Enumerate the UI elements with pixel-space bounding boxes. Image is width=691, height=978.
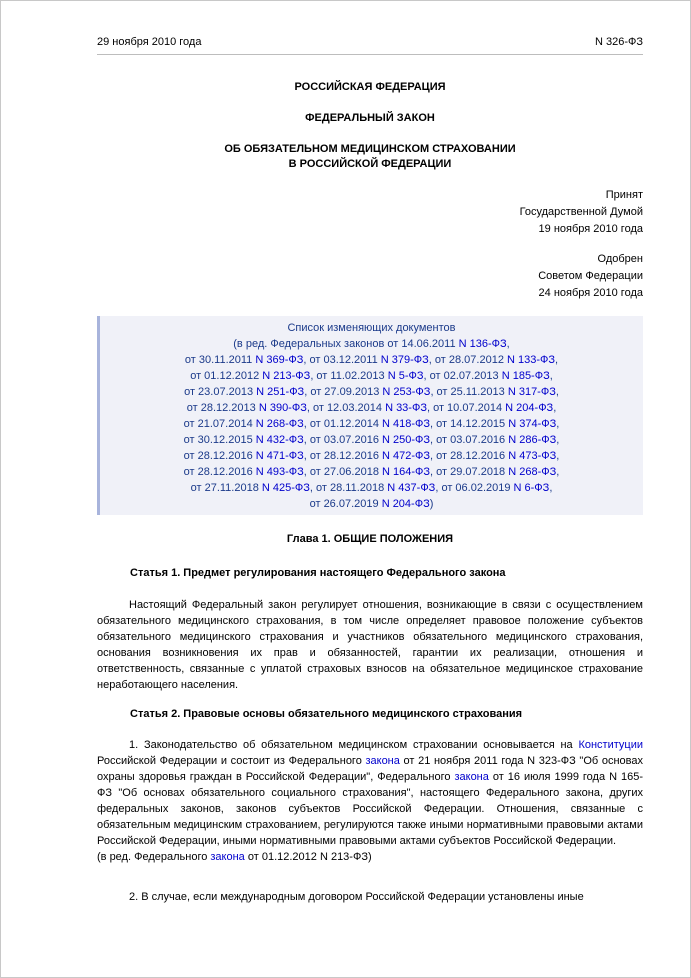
amendment-link[interactable]: N 204-ФЗ: [381, 498, 430, 510]
amendment-text: от 27.11.2018: [190, 482, 262, 494]
amendment-link[interactable]: N 286-ФЗ: [508, 434, 557, 446]
article-2-paragraph-2: 2. В случае, если международным договором Российской Федерации установлены иные: [129, 891, 584, 903]
amendment-text: , от 28.12.2016: [303, 450, 382, 462]
amendments-line: [100, 400, 643, 416]
amendment-link[interactable]: N 164-ФЗ: [382, 466, 431, 478]
amendment-text: ,: [506, 338, 510, 350]
amendment-text: ,: [549, 482, 553, 494]
amendments-line: [100, 384, 643, 400]
amendment-link[interactable]: N 136-ФЗ: [458, 338, 507, 350]
amendment-link[interactable]: N 268-ФЗ: [255, 418, 304, 430]
approved-line-3: 24 ноября 2010 года: [538, 287, 643, 299]
amendment-link[interactable]: N 437-ФЗ: [387, 482, 436, 494]
chapter-1-heading: Глава 1. ОБЩИЕ ПОЛОЖЕНИЯ: [286, 533, 454, 545]
adopted-line-1: Принят: [605, 189, 643, 201]
article-2-edit-note: [97, 849, 643, 865]
amendment-text: , от 28.11.2018: [309, 482, 388, 494]
article-2-edit-text: от 01.12.2012 N 213-ФЗ): [244, 851, 372, 863]
amendment-text: , от 03.07.2016: [430, 434, 509, 446]
amendment-link[interactable]: N 250-ФЗ: [382, 434, 431, 446]
amendment-text: , от 06.02.2019: [435, 482, 514, 494]
amendment-link[interactable]: N 473-ФЗ: [508, 450, 557, 462]
amendment-text: ,: [549, 370, 553, 382]
article-2-link[interactable]: Конституции: [578, 739, 643, 751]
amendment-text: , от 14.12.2015: [430, 418, 509, 430]
amendment-text: , от 02.07.2013: [423, 370, 502, 382]
title-law-type: ФЕДЕРАЛЬНЫЙ ЗАКОН: [305, 112, 435, 124]
article-2-text: [97, 737, 643, 865]
article-2-text: Российской Федерации и состоит из Федерального: [97, 755, 366, 767]
article-2-link[interactable]: закона: [365, 755, 400, 767]
amendment-text: от 26.07.2019: [309, 498, 382, 510]
amendment-text: от 30.12.2015: [183, 434, 256, 446]
amendment-link[interactable]: N 6-ФЗ: [513, 482, 550, 494]
title-law-name-1: ОБ ОБЯЗАТЕЛЬНОМ МЕДИЦИНСКОМ СТРАХОВАНИИ: [224, 143, 516, 155]
amendments-line: [100, 496, 643, 512]
amendment-text: ,: [556, 418, 560, 430]
amendment-text: , от 03.12.2011: [303, 354, 381, 366]
amendment-link[interactable]: N 251-ФЗ: [256, 386, 305, 398]
amendment-link[interactable]: N 268-ФЗ: [508, 466, 557, 478]
amendment-text: , от 27.06.2018: [303, 466, 382, 478]
amendments-line: [100, 368, 643, 384]
amendment-link[interactable]: N 213-ФЗ: [262, 370, 311, 382]
article-1-text: [97, 597, 643, 693]
article-2-edit-link[interactable]: закона: [210, 851, 245, 863]
amendment-link[interactable]: N 418-ФЗ: [382, 418, 431, 430]
title-law-name-2: В РОССИЙСКОЙ ФЕДЕРАЦИИ: [288, 158, 452, 170]
amendment-text: , от 11.02.2013: [310, 370, 388, 382]
amendment-text: (в ред. Федеральных законов от 14.06.2011: [233, 338, 459, 350]
article-1-title: Статья 1. Предмет регулирования настоящего Федерального закона: [130, 567, 506, 579]
adopted-line-3: 19 ноября 2010 года: [538, 223, 643, 235]
article-2-text: от 16 июля 1999 года N 165-ФЗ "Об основах обязательного социального страхования", настоящего Федерального закона, других федеральных законов, законов субъектов Российской Федерации. Отношения, связанные с обязательным медицинским страхованием, регулируются также иными нормативными правовыми актами Российской Федерации, иными нормативными правовыми актами субъектов Российской Федерации.: [97, 771, 644, 847]
amendment-text: , от 10.07.2014: [426, 402, 506, 414]
amendment-text: от 30.11.2011: [184, 354, 256, 366]
amendments-box: [97, 316, 643, 515]
amendment-link[interactable]: N 432-ФЗ: [255, 434, 304, 446]
amendment-text: от 21.07.2014: [183, 418, 256, 430]
amendment-link[interactable]: N 317-ФЗ: [507, 386, 556, 398]
amendment-link[interactable]: N 133-ФЗ: [507, 354, 556, 366]
amendments-line: [100, 432, 643, 448]
amendment-text: , от 28.12.2016: [430, 450, 509, 462]
amendment-link[interactable]: N 472-ФЗ: [382, 450, 431, 462]
adopted-line-2: Государственной Думой: [519, 206, 643, 218]
amendments-list: [100, 336, 643, 512]
approved-line-2: Советом Федерации: [538, 270, 643, 282]
amendment-text: от 28.12.2016: [183, 466, 256, 478]
header-law-number: N 326-ФЗ: [594, 36, 643, 48]
amendment-link[interactable]: N 390-ФЗ: [258, 402, 307, 414]
amendments-line: [100, 336, 643, 352]
amendments-line: [100, 480, 643, 496]
article-2-link[interactable]: закона: [454, 771, 489, 783]
amendment-text: от 28.12.2016: [183, 450, 256, 462]
amendment-text: , от 03.07.2016: [303, 434, 382, 446]
amendment-text: ,: [553, 402, 557, 414]
amendment-text: от 01.12.2012: [190, 370, 263, 382]
article-1-paragraph: Настоящий Федеральный закон регулирует отношения, возникающие в связи с осуществлением обязательного медицинского страхования, в том числе определяет правовое положение субъектов обязательного медицинского страхования и участников обязательного медицинского страхования, основания возникновения их прав и обязанностей, гарантии их реализации, отношения и ответственность, связанные с уплатой страховых взносов на обязательное медицинское страхование неработающего населения.: [97, 599, 643, 691]
amendment-text: ,: [555, 354, 559, 366]
amendment-text: , от 29.07.2018: [430, 466, 509, 478]
amendment-text: ,: [555, 386, 559, 398]
amendment-text: ): [429, 498, 434, 510]
amendment-link[interactable]: N 185-ФЗ: [501, 370, 550, 382]
amendment-text: , от 28.07.2012: [428, 354, 507, 366]
amendment-text: ,: [556, 450, 560, 462]
header-date: 29 ноября 2010 года: [97, 36, 202, 48]
amendments-line: [100, 352, 643, 368]
approved-line-1: Одобрен: [597, 253, 643, 265]
adopted-block: [520, 187, 643, 238]
article-2-edit-text: (в ред. Федерального: [97, 851, 211, 863]
amendment-text: от 28.12.2013: [186, 402, 259, 414]
amendment-text: , от 01.12.2014: [303, 418, 382, 430]
amendments-title: Список изменяющих документов: [287, 322, 456, 334]
approved-block: [538, 251, 643, 302]
amendment-link[interactable]: N 471-ФЗ: [255, 450, 304, 462]
amendment-link[interactable]: N 379-ФЗ: [380, 354, 429, 366]
amendment-link[interactable]: N 425-ФЗ: [261, 482, 310, 494]
amendment-text: от 23.07.2013: [184, 386, 257, 398]
amendments-line: [100, 416, 643, 432]
amendment-link[interactable]: N 369-ФЗ: [255, 354, 304, 366]
amendment-link[interactable]: N 374-ФЗ: [508, 418, 557, 430]
amendment-text: ,: [556, 466, 560, 478]
amendment-link[interactable]: N 204-ФЗ: [505, 402, 554, 414]
amendment-text: , от 12.03.2014: [306, 402, 386, 414]
article-2-paragraph-1: [97, 737, 643, 849]
amendments-line: [100, 464, 643, 480]
amendment-link[interactable]: N 5-ФЗ: [387, 370, 424, 382]
amendment-link[interactable]: N 33-ФЗ: [385, 402, 427, 414]
amendment-link[interactable]: N 253-ФЗ: [382, 386, 431, 398]
amendment-text: , от 27.09.2013: [304, 386, 383, 398]
header-divider: [97, 54, 643, 55]
amendments-line: [100, 448, 643, 464]
article-2-text: от 21 ноября 2011 года N 323-ФЗ "Об основах охраны здоровья граждан в Российской Федерации", Федерального: [97, 755, 643, 783]
article-2-title: Статья 2. Правовые основы обязательного медицинского страхования: [130, 708, 523, 720]
amendment-text: , от 25.11.2013: [430, 386, 508, 398]
title-federation: РОССИЙСКАЯ ФЕДЕРАЦИЯ: [294, 81, 446, 93]
article-2-text-2: [97, 889, 643, 905]
amendment-text: ,: [556, 434, 560, 446]
article-2-text: 1. Законодательство об обязательном медицинском страховании основывается на: [129, 739, 579, 751]
amendment-link[interactable]: N 493-ФЗ: [255, 466, 304, 478]
